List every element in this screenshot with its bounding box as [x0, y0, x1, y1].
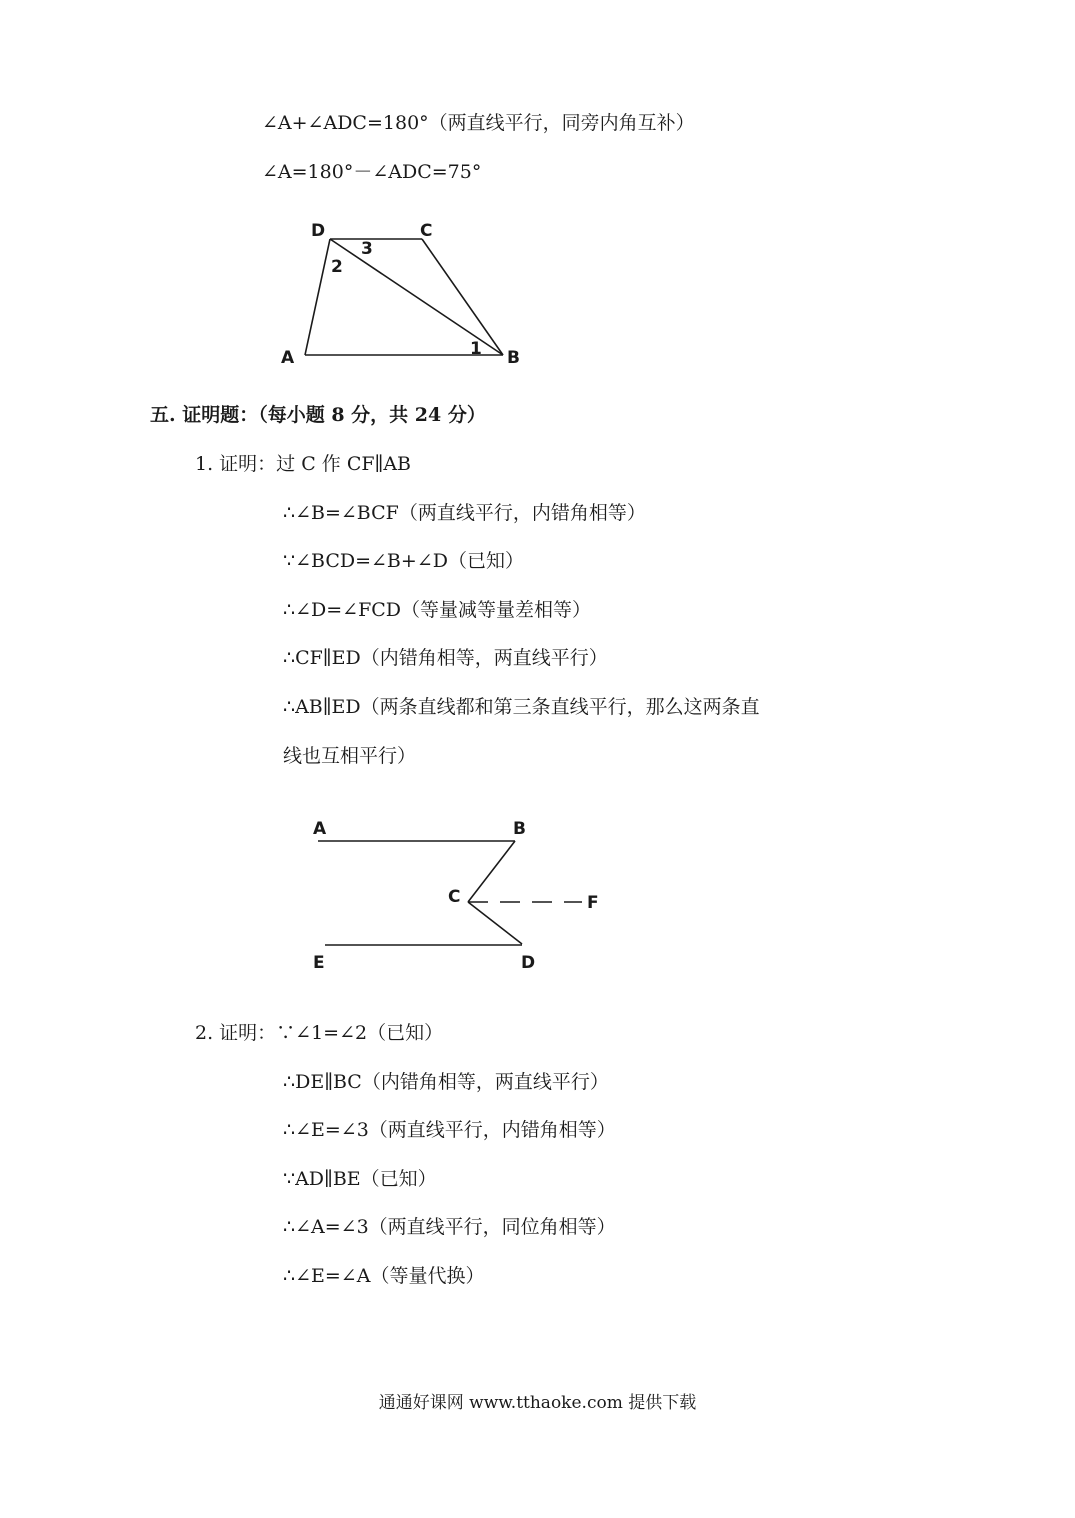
segment-CD	[468, 902, 522, 944]
section-heading: 五. 证明题：（每小题 8 分，共 24 分）	[150, 404, 486, 426]
segment-CB	[422, 239, 503, 355]
proof1-intro: 1. 证明：过 C 作 CF∥AB	[195, 453, 412, 475]
proof1-step: 线也互相平行）	[283, 745, 417, 767]
label-F: F	[587, 893, 599, 913]
label-D: D	[521, 953, 536, 973]
label-C: C	[420, 221, 433, 241]
label-C: C	[448, 887, 461, 907]
page-footer: 通通好课网 www.tthaoke.com 提供下载	[378, 1393, 697, 1413]
label-B: B	[513, 819, 526, 839]
proof2-step: ∵AD∥BE（已知）	[283, 1168, 437, 1190]
proof2-step: ∴∠A=∠3（两直线平行，同位角相等）	[283, 1216, 616, 1238]
label-A: A	[281, 348, 295, 368]
label-A: A	[313, 819, 327, 839]
segment-DB	[330, 239, 503, 355]
label-angle-2: 2	[331, 257, 343, 277]
equation-line-1: ∠A+∠ADC=180°（两直线平行，同旁内角互补）	[262, 112, 695, 134]
trapezoid-figure	[270, 212, 530, 372]
proof1-step: ∴∠D=∠FCD（等量减等量差相等）	[283, 599, 592, 621]
segment-DA	[305, 239, 330, 355]
parallel-lines-figure	[300, 810, 620, 980]
proof2-step: ∴∠E=∠A（等量代换）	[283, 1265, 485, 1287]
proof2-step: ∴∠E=∠3（两直线平行，内错角相等）	[283, 1119, 616, 1141]
label-E: E	[313, 953, 325, 973]
equation-line-2: ∠A=180°－∠ADC=75°	[262, 161, 482, 183]
proof1-step: ∴∠B=∠BCF（两直线平行，内错角相等）	[283, 502, 646, 524]
proof1-step: ∵∠BCD=∠B+∠D（已知）	[283, 550, 524, 572]
label-angle-3: 3	[361, 239, 373, 259]
segment-BC	[468, 841, 515, 902]
proof1-step: ∴CF∥ED（内错角相等，两直线平行）	[283, 647, 608, 669]
label-angle-1: 1	[470, 339, 482, 359]
proof1-step: ∴AB∥ED（两条直线都和第三条直线平行，那么这两条直	[283, 696, 760, 718]
label-B: B	[507, 348, 520, 368]
proof2-step: ∴DE∥BC（内错角相等，两直线平行）	[283, 1071, 609, 1093]
proof2-intro: 2. 证明：∵∠1=∠2（已知）	[195, 1022, 444, 1044]
label-D: D	[311, 221, 326, 241]
